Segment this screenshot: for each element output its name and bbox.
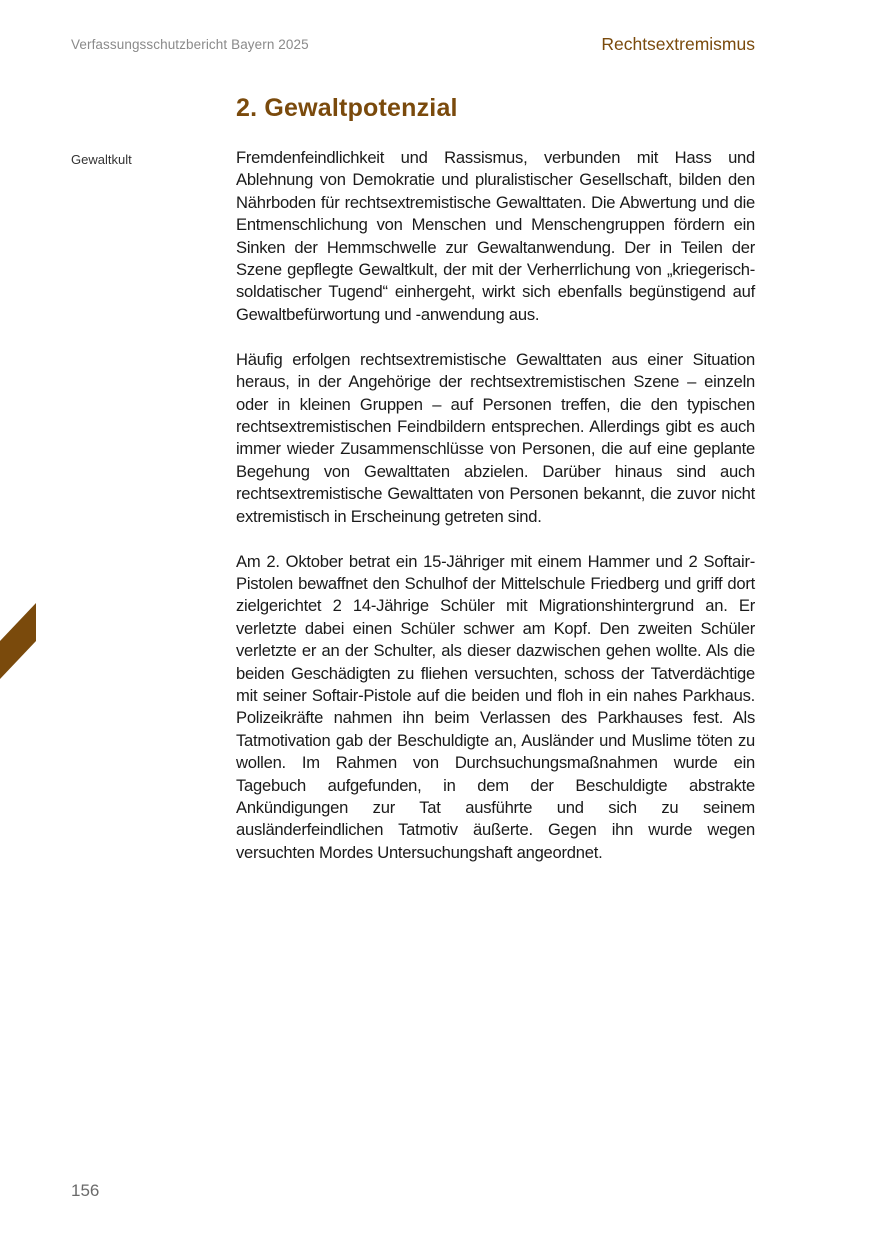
chapter-side-tab-shape (0, 603, 36, 679)
running-header-chapter: Rechtsextremismus (601, 34, 755, 54)
margin-note: Gewaltkult (71, 152, 132, 167)
section-title: 2. Gewaltpotenzial (236, 94, 458, 122)
paragraph-violence-cult: Fremdenfeindlichkeit und Rassismus, verbunden mit Hass und Ablehnung von Demokratie und pluralistischer Gesellschaft, bilden den Nährboden für rechtsextremistische Gewalttaten. Die Abwertung und die Entmenschlichung von Menschen und Menschengruppen fördern ein Sinken der Hemmschwelle zur Gewaltanwendung. Der in Teilen der Szene gepflegte Gewaltkult, der mit der Verherrlichung von „kriegerisch-soldatischer Tugend“ einhergeht, wirkt sich ebenfalls begünstigend auf Gewaltbefürwortung und -anwendung aus. (236, 148, 755, 324)
chapter-side-tab (0, 603, 36, 679)
page-number: 156 (71, 1181, 100, 1200)
body-text (236, 147, 755, 887)
running-header-publication: Verfassungsschutzbericht Bayern 2025 (71, 37, 309, 52)
paragraph-situational-violence: Häufig erfolgen rechtsextremistische Gewalttaten aus einer Situation heraus, in der Angehörige der rechtsextremistischen Szene – einzeln oder in kleinen Gruppen – auf Personen treffen, die den typischen rechtsextremistischen Feindbildern entsprechen. Allerdings gibt es auch immer wieder Zusammenschlüsse von Personen, die auf eine geplante Begehung von Gewalttaten abzielen. Darüber hinaus sind auch rechtsextremistische Gewalttaten von Personen bekannt, die zuvor nicht extremistisch in Erscheinung getreten sind. (236, 349, 755, 526)
paragraph-friedberg-case: Am 2. Oktober betrat ein 15-Jähriger mit einem Hammer und 2 Softair-Pistolen bewaffnet den Schulhof der Mittelschule Friedberg und griff dort zielgerichtet 2 14-Jährige Schüler mit Migrationshintergrund an. Er verletzte dabei einen Schüler schwer am Kopf. Den zweiten Schüler verletzte er an der Schulter, als dieser dazwischen gehen wollte. Als die beiden Geschädigten zu fliehen versuchten, schoss der Tatverdächtige mit seiner Softair-Pistole auf die beiden und floh in ein nahes Parkhaus. Polizeikräfte nahmen ihn beim Verlassen des Parkhauses fest. Als Tatmotivation gab der Beschuldigte an, Ausländer und Muslime töten zu wollen. Im Rahmen von Durchsuchungsmaßnahmen wurde ein Tagebuch aufgefunden, in dem der Beschuldigte abstrakte Ankündigungen zur Tat ausführte und sich zu seinem ausländerfeindlichen Tatmotiv äußerte. Gegen ihn wurde wegen versuchten Mordes Untersuchungshaft angeordnet. (236, 551, 755, 862)
